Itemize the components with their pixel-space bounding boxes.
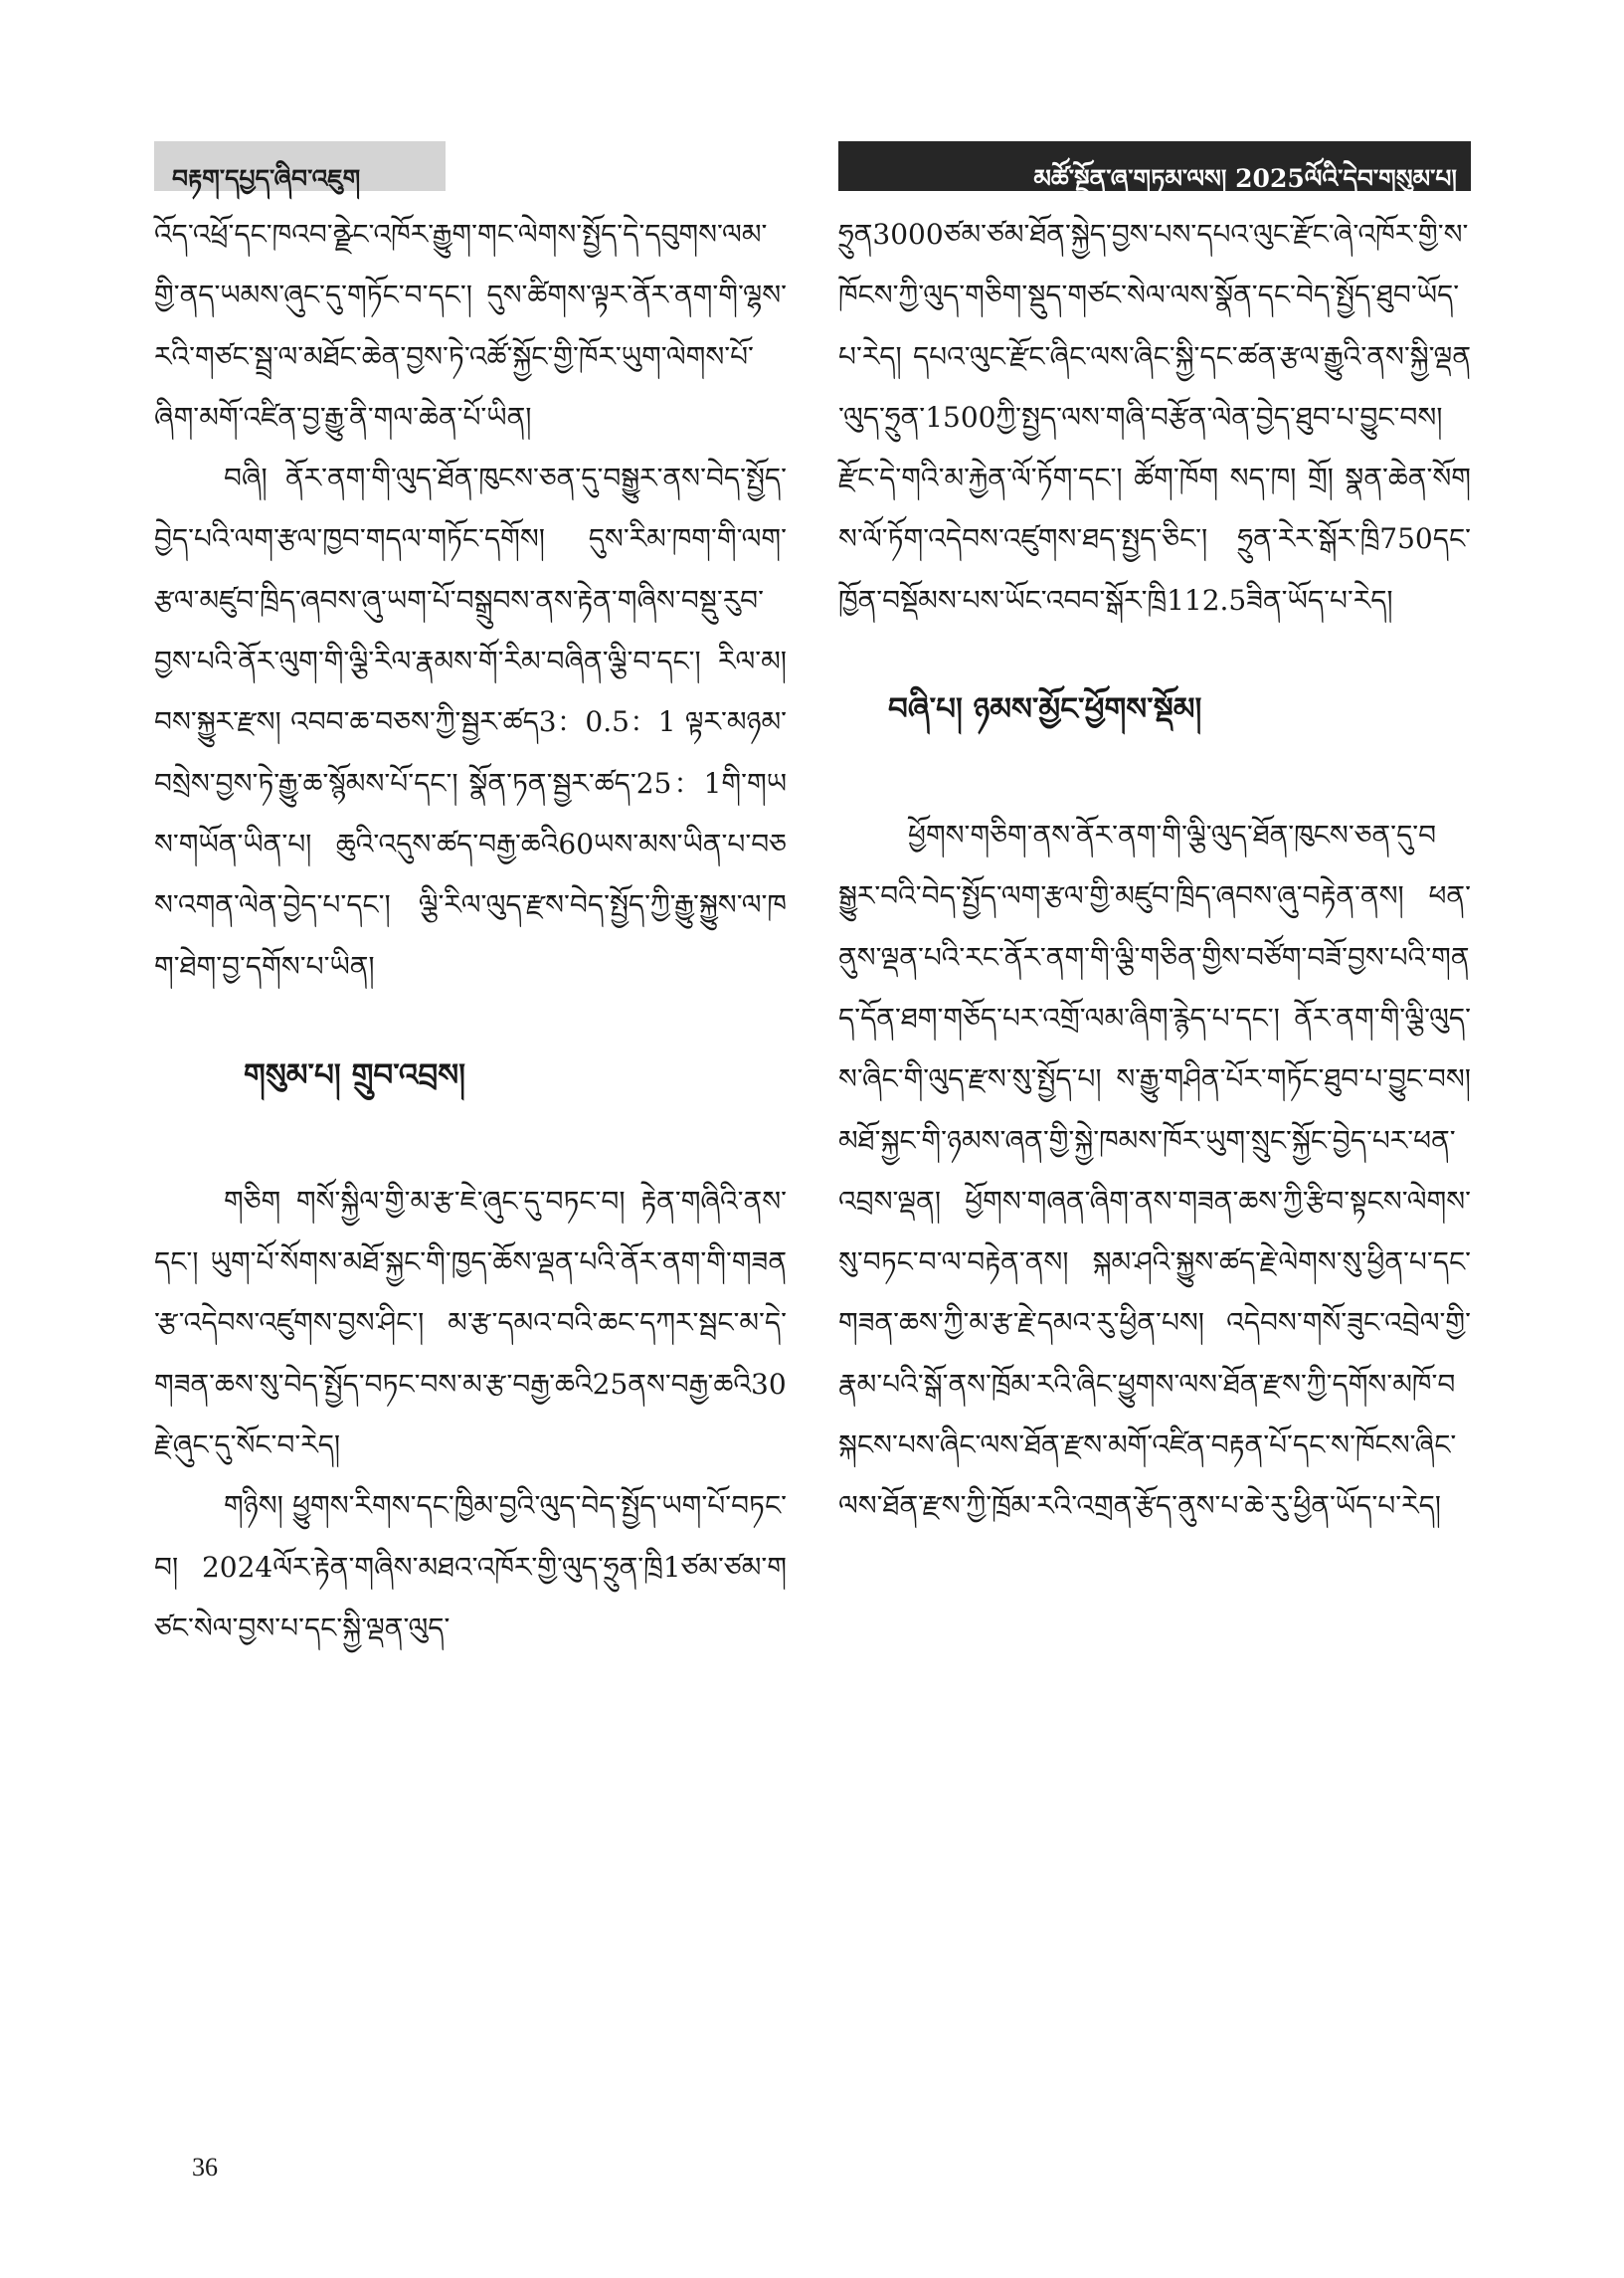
paragraph-1: འོད་འཕྲོ་དང་ཁའབ་ནྫེང་འཁོར་རྒྱུག་གང་ལེགས་སྤྱོད་དེ་དབུགས་ལམ་གྱི་ནད་ཡམས་ཞུང་དུ་གཏོང་བ་དང་། དུས་ཚིགས་ལྟར་ནོར་ནག་གི་ལྷས་རའི་གཙང་སྦྲ་ལ་མཐོང་ཆེན་བྱས་ཏེ་འཚོ་སྐྱོང་གྱི་ཁོར་ཡུག་ལེགས་པོ་ཞིག་མགོ་འཛིན་བྱ་རྒྱུ་ནི་གལ་ཆེན་པོ་ཡིན།	[154, 218, 787, 434]
issue-title: མཚོ་སྔོན་ཞྭ་གཏམ་ལས། 2025ལོའི་དེབ་གསུམ་པ།	[1033, 164, 1457, 193]
paragraph-2: བཞི། ནོར་ནག་གི་ལུད་ཐོན་ཁུངས་ཅན་དུ་བསྒྱུར་ནས་བེད་སྤྱོད་བྱེད་པའི་ལག་རྩལ་ཁྱབ་གདལ་གཏོང་དགོས། དུས་རིམ་ཁག་གི་ལག་རྩལ་མཛུབ་ཁྲིད་ཞབས་ཞུ་ཡག་པོ་བསྒྲུབས་ནས་རྟེན་གཞིས་བསྡུ་རུབ་བྱས་པའི་ནོར་ལུག་གི་ལྕི་རིལ་རྣམས་གོ་རིམ་བཞིན་ལྕི་བ་དང་། རིལ་མ། བས་སྐྱུར་རྫས། འབབ་ཆ་བཅས་ཀྱི་སྦྱར་ཚད3：0.5：1 ལྟར་མཉམ་བསྲེས་བྱས་ཏེ་རྒྱུ་ཆ་སྙོམས་པོ་དང་། སྣོན་ཏན་སྦྱར་ཚད་25：1གི་གཡས་གཡོན་ཡིན་པ། ཆུའི་འདུས་ཚད་བརྒྱ་ཆའི60ཡས་མས་ཡིན་པ་བཅས་འགན་ལེན་བྱེད་པ་དང་། ལྕི་རིལ་ལུད་རྫས་བེད་སྤྱོད་ཀྱི་རྒྱུ་སྐྱུས་ལ་ཁག་ཐེག་བྱ་དགོས་པ་ཡིན།	[154, 462, 787, 983]
paragraph-5: ཧྲུན3000ཙམ་ཙམ་ཐོན་སྐྱེད་བྱས་པས་དཔའ་ལུང་རྫོང་ཞེ་འཁོར་གྱི་ས་ཁོངས་ཀྱི་ལུད་གཅིག་སྡུད་གཙང་སེལ་ལས་སྣོན་དང་བེད་སྤྱོད་ཐུབ་ཡོད་པ་རེད། དཔའ་ལུང་རྫོང་ཞིང་ལས་ཞིང་སྐྱི་དང་ཚན་རྩལ་རྒྱུའི་ནས་སྐྱི་ལྡན་ལུད་ཧྲུན་1500ཀྱི་སྤྱད་ལས་གཞི་བརྩོན་ལེན་བྱེད་ཐུབ་པ་བྱུང་བས། རྫོང་དེ་གའི་མ་རྐྱེན་ལོ་ཏོག་དང་། ཚོག་ཁོག སད་ཁ། གྲོ། སྣན་ཆེན་སོགས་ལོ་ཏོག་འདེབས་འཛུགས་ཐད་སྤྱད་ཅིང་། ཧྲུན་རེར་སྒོར་ཁྲི750དང་ཁྱོན་བསྡོམས་པས་ཡོང་འབབ་སྒོར་ཁྲི112.5ཟིན་ཡོད་པ་རེད།	[838, 218, 1471, 617]
paragraph-3: གཅིག གསོ་སྐྱིལ་གྱི་མ་རྩ་ཇེ་ཞུང་དུ་བཏང་བ། རྟེན་གཞིའི་ནས་དང་། ཡུག་པོ་སོགས་མཐོ་སྐྱང་གི་ཁྱད་ཆོས་ལྡན་པའི་ནོར་ནག་གི་གཟན་རྩ་འདེབས་འཛུགས་བྱས་ཤིང་། མ་རྩ་དམའ་བའི་ཆང་དཀར་སྦང་མ་དེ་གཟན་ཆས་སུ་བེད་སྤྱོད་བཏང་བས་མ་རྩ་བརྒྱ་ཆའི25ནས་བརྒྱ་ཆའི30རྗེ་ཞུང་དུ་སོང་བ་རེད།	[154, 1184, 787, 1462]
left-column	[154, 204, 787, 1658]
section-heading-results: གསུམ་པ། གྲུབ་འབྲས།	[244, 1056, 466, 1093]
paragraph-4: གཉིས། ཕྱུགས་རིགས་དང་ཁྱིམ་བྱའི་ལུད་བེད་སྤྱོད་ཡག་པོ་བཏང་བ། 2024ལོར་རྟེན་གཞིས་མཐའ་འཁོར་གྱི་ལུད་ཧྲུན་ཁྲི1ཙམ་ཙམ་གཙང་སེལ་བྱས་པ་དང་སྐྱི་ལྡན་ལུད་	[154, 1489, 787, 1644]
paragraph-6: ཕྱོགས་གཅིག་ནས་ནོར་ནག་གི་ལྕི་ལུད་ཐོན་ཁུངས་ཅན་དུ་བསྒྱུར་བའི་བེད་སྤྱོད་ལག་རྩལ་གྱི་མཛུབ་ཁྲིད་ཞབས་ཞུ་བརྟེན་ནས། ཕན་ནུས་ལྡན་པའི་རང་ནོར་ནག་གི་ལྕི་གཅིན་གྱིས་བཙོག་བཟོ་བྱས་པའི་གནད་དོན་ཐག་གཅོད་པར་འགྲོ་ལམ་ཞིག་རྙེད་པ་དང་། ནོར་ནག་གི་ལྕི་ལུད་ས་ཞིང་གི་ལུད་རྫས་སུ་སྤྱོད་པ། ས་རྒྱུ་གཤིན་པོར་གཏོང་ཐུབ་པ་བྱུང་བས། མཐོ་སྐྱང་གི་ཉམས་ཞན་གྱི་སྐྱེ་ཁམས་ཁོར་ཡུག་སྲུང་སྐྱོང་བྱེད་པར་ཕན་འབྲས་ལྡན། ཕྱོགས་གཞན་ཞིག་ནས་གཟན་ཆས་ཀྱི་རྩིབ་སྟངས་ལེགས་སུ་བཏང་བ་ལ་བརྟེན་ནས། སྐམ་ཤའི་སྐྱུས་ཚད་རྗེ་ལེགས་སུ་ཕྱིན་པ་དང་གཟན་ཆས་ཀྱི་མ་རྩ་རྗེ་དམའ་རུ་ཕྱིན་པས། འདེབས་གསོ་ཟུང་འབྲེལ་གྱི་རྣམ་པའི་སྒོ་ནས་ཁྲོམ་རའི་ཞིང་ཕྱུགས་ལས་ཐོན་རྫས་ཀྱི་དགོས་མཁོ་བསྐངས་པས་ཞིང་ལས་ཐོན་རྫས་མགོ་འཛིན་བརྟན་པོ་དང་ས་ཁོངས་ཞིང་ལས་ཐོན་རྫས་ཀྱི་ཁྲོམ་རའི་འགྲན་རྩོད་ནུས་པ་ཆེ་རུ་ཕྱིན་ཡོད་པ་རེད།	[838, 819, 1471, 1523]
section-heading-summary: བཞི་པ། ཉམས་མྱོང་ཕྱོགས་སྡོམ།	[888, 691, 1202, 728]
right-column	[838, 204, 1471, 1537]
section-title: བརྟག་དཔྱད་ཞིབ་འཇུག	[172, 164, 361, 193]
page-number: 36	[192, 2153, 218, 2182]
journal-issue-banner	[838, 141, 1471, 191]
journal-section-tag	[154, 141, 446, 191]
